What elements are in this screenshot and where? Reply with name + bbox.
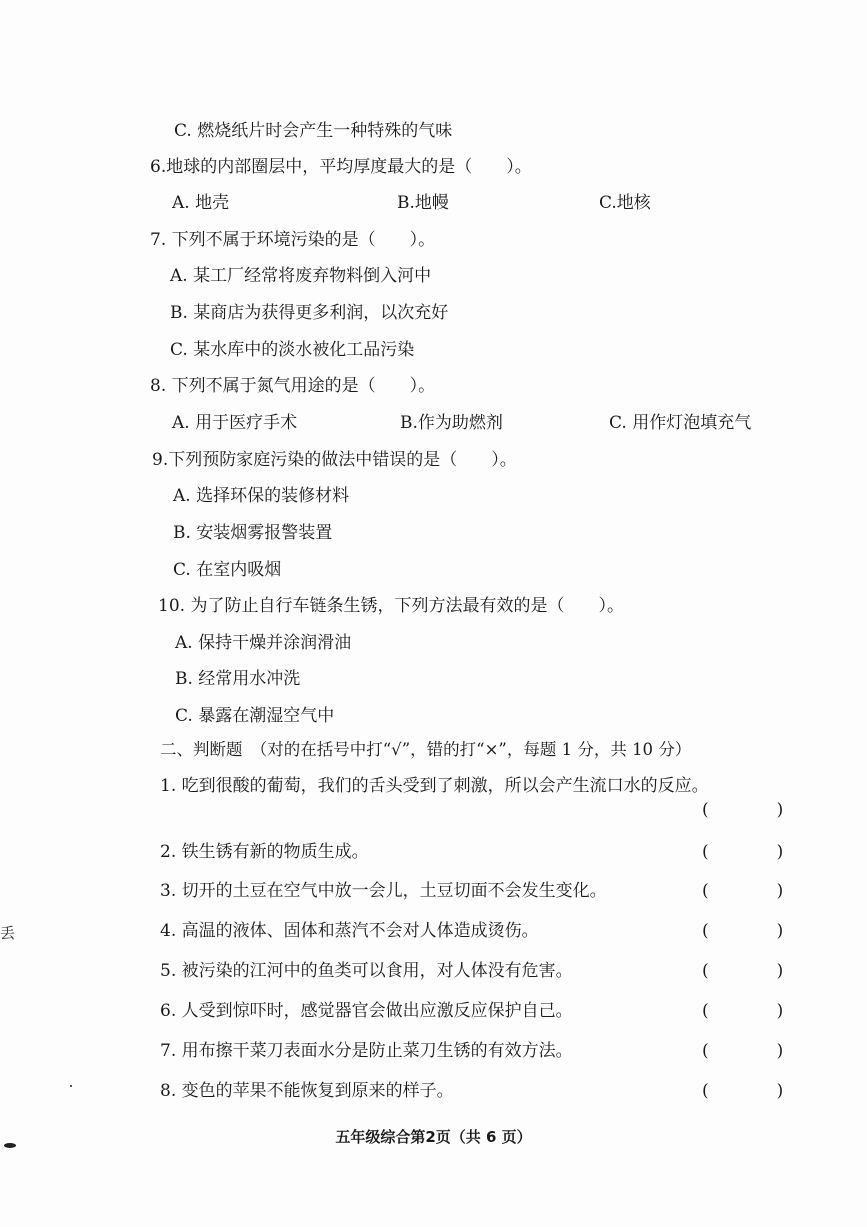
q6-option-c: C.地核 — [599, 193, 651, 213]
q9-option-c: C. 在室内吸烟 — [173, 560, 282, 580]
judge-answer-3: ( ) — [702, 881, 784, 901]
judge-item-1: 1. 吃到很酸的葡萄，我们的舌头受到了刺激，所以会产生流口水的反应。 — [160, 776, 709, 796]
q10-option-a: A. 保持干燥并涂润滑油 — [175, 633, 352, 653]
scan-speck — [70, 1085, 72, 1087]
judge-answer-1: ( ) — [702, 800, 784, 820]
q9-stem: 9.下列预防家庭污染的做法中错误的是（ ）。 — [152, 450, 517, 470]
q5-option-c: C. 燃烧纸片时会产生一种特殊的气味 — [174, 121, 453, 141]
q9-option-a: A. 选择环保的装修材料 — [173, 486, 350, 506]
judge-item-8: 8. 变色的苹果不能恢复到原来的样子。 — [160, 1081, 454, 1101]
judge-answer-6: ( ) — [702, 1001, 784, 1021]
q10-option-b: B. 经常用水冲洗 — [175, 669, 301, 689]
judge-item-5: 5. 被污染的江河中的鱼类可以食用，对人体没有危害。 — [160, 961, 573, 981]
judge-item-3: 3. 切开的土豆在空气中放一会儿，土豆切面不会发生变化。 — [160, 881, 607, 901]
q7-option-b: B. 某商店为获得更多利润，以次充好 — [170, 303, 449, 323]
judge-answer-4: ( ) — [702, 921, 784, 941]
judge-answer-8: ( ) — [702, 1081, 784, 1101]
q8-option-c: C. 用作灯泡填充气 — [609, 413, 752, 433]
judge-item-7: 7. 用布擦干菜刀表面水分是防止菜刀生锈的有效方法。 — [160, 1041, 573, 1061]
judge-item-4: 4. 高温的液体、固体和蒸汽不会对人体造成烫伤。 — [160, 921, 539, 941]
q7-stem: 7. 下列不属于环境污染的是（ ）。 — [150, 230, 436, 250]
judge-item-6: 6. 人受到惊吓时，感觉器官会做出应激反应保护自己。 — [160, 1001, 573, 1021]
scan-speck — [4, 1143, 16, 1148]
q8-stem: 8. 下列不属于氮气用途的是（ ）。 — [150, 376, 436, 396]
q10-stem: 10. 为了防止自行车链条生锈，下列方法最有效的是（ ）。 — [158, 596, 624, 616]
q8-option-b: B.作为助燃剂 — [400, 413, 503, 433]
q7-option-a: A. 某工厂经常将废弃物料倒入河中 — [170, 266, 432, 286]
judge-answer-2: ( ) — [702, 842, 784, 862]
page-footer: 五年级综合第2页（共 6 页） — [335, 1128, 532, 1146]
judge-answer-5: ( ) — [702, 961, 784, 981]
q8-option-a: A. 用于医疗手术 — [172, 413, 298, 433]
q9-option-b: B. 安装烟雾报警装置 — [173, 523, 333, 543]
q7-option-c: C. 某水库中的淡水被化工品污染 — [170, 340, 415, 360]
q6-option-a: A. 地壳 — [172, 193, 230, 213]
judge-item-2: 2. 铁生锈有新的物质生成。 — [160, 842, 369, 862]
q6-stem: 6.地球的内部圈层中，平均厚度最大的是（ ）。 — [150, 157, 532, 177]
judge-answer-7: ( ) — [702, 1041, 784, 1061]
edge-character: 丢 — [0, 924, 16, 942]
q10-option-c: C. 暴露在潮湿空气中 — [175, 706, 335, 726]
q6-option-b: B.地幔 — [397, 193, 449, 213]
section2-heading: 二、判断题 （对的在括号中打“√”，错的打“×”，每题 1 分，共 10 分） — [160, 740, 692, 759]
